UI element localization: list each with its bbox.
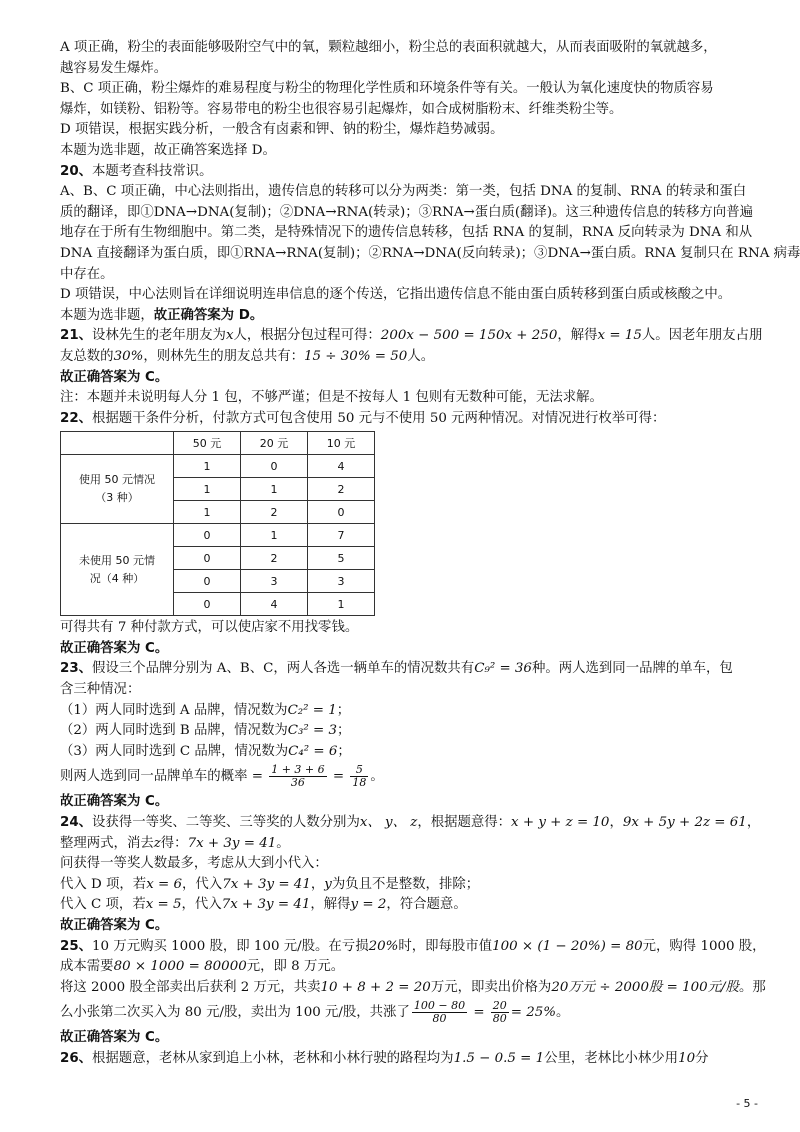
table-cell: 1 [174,455,241,478]
punct: 。 [556,1005,570,1021]
fraction [350,764,368,789]
question-24-heading [60,813,760,834]
text-line [60,998,760,1028]
text-line: 含三种情况： [60,682,141,698]
punct: ； [336,723,351,739]
math: C₂² = 1 [287,702,337,718]
math: = [469,1005,489,1021]
text-line [60,742,760,763]
document-page [60,38,800,1070]
text: 则两人选到同一品牌单车的概率 [60,769,248,785]
text: 友总数的 [60,348,114,364]
text: 代入 D 项，若 [60,876,147,892]
text-line: 质的翻译，即①DNA→DNA(复制)；②DNA→RNA(转录)；③RNA→蛋白质(翻译)。这三种遗传信息的转移方向普遍 [60,204,753,220]
text-line: 地存在于所有生物细胞中。第二类，是特殊情况下的遗传信息转移，包括 RNA 的复制，RNA 反向转录为 DNA 和从 [60,225,753,241]
question-number: 22、 [60,410,93,426]
table-cell: 0 [308,501,375,524]
question-number: 20、 [60,163,93,179]
table-header-cell: 20 元 [241,432,308,455]
text-line: 本题为选非题，故正确答案选择 D。 [60,142,276,158]
punct: 。 [370,769,384,785]
question-23-heading [60,659,760,680]
question-number: 23、 [60,661,93,677]
question-20-heading [60,162,760,183]
group-label: 况（4 种） [89,571,145,585]
math: C₄² = 6 [288,743,338,759]
text: ，根据题意得： [417,815,512,831]
math: 9x + 5y + 2z = 61 [622,815,747,831]
table-cell: 0 [174,570,241,593]
punct: ， [746,815,761,831]
text-line [60,895,760,916]
table-header-cell [61,432,174,455]
group-label: （3 种） [95,491,139,505]
question-number: 26、 [60,1050,93,1066]
text: 人，根据分包过程可得： [233,328,381,344]
math: 100 × (1 − 20%) = 80 [492,938,643,954]
denominator: 80 [492,1012,507,1026]
math: z [153,835,161,851]
text: 人。因老年朋友占朋 [641,328,763,344]
table-header-cell: 50 元 [174,432,241,455]
table-header-cell: 10 元 [308,432,375,455]
question-text: 根据题干条件分析，付款方式可包含使用 50 元与不使用 50 元两种情况。对情况进行枚举可得： [92,410,666,426]
text-line [60,347,760,368]
math: 20万元 ÷ 2000股 = 100元/股 [551,979,739,995]
table-cell: 1 [241,524,308,547]
question-22-heading [60,409,760,430]
math: 20% [368,938,399,954]
answer-line: 故正确答案为 C。 [60,794,169,810]
text: ，代入 [181,897,222,913]
denominator: 18 [352,776,367,790]
fraction [491,1000,509,1025]
math: x = 15 [597,328,642,344]
punct: 。 [276,835,290,851]
denominator: 80 [432,1012,447,1026]
table-cell: 1 [174,501,241,524]
math: x [225,328,234,344]
table-header-row [61,432,375,455]
table-row [61,455,375,478]
group-label-cell [61,455,174,524]
text-line [60,978,766,999]
math: 30% [113,348,144,364]
text-line: A 项正确，粉尘的表面能够吸附空气中的氧，颗粒越细小，粉尘总的表面积就越大，从而表面吸附的氧就越多， [60,40,717,55]
text: 元，购得 1000 股， [642,938,766,954]
numerator: 1 + 3 + 6 [271,763,325,777]
math: 7x + 3y = 41 [187,835,277,851]
math: x、 y、 z [359,815,418,831]
text: 代入 C 项，若 [60,897,146,913]
answer-line: 故正确答案为 C。 [60,918,169,933]
table-cell: 0 [174,524,241,547]
math: = [247,769,268,785]
answer-line: 故正确答案为 C。 [60,1030,169,1046]
table-cell: 0 [174,593,241,616]
question-26-heading [60,1049,760,1070]
table-row [61,524,375,547]
text: 本题为选非题， [60,307,154,323]
math: 10 [678,1050,696,1066]
text-line [60,957,760,978]
punct: ； [336,702,351,718]
text-line [60,701,760,722]
math: y [324,876,332,892]
text: 为负且不是整数，排除； [331,876,480,892]
math: = 25% [510,1005,557,1021]
text: 万元，即卖出价格为 [430,979,552,995]
math: 10 + 8 + 2 = 20 [320,979,431,995]
table-cell: 4 [308,455,375,478]
text: 元，即 8 万元。 [246,959,345,975]
answer-text: 故正确答案为 D。 [153,307,264,323]
numerator: 20 [492,999,507,1013]
page-number: - 5 - [736,1097,758,1110]
text: 假设三个品牌分别为 A、B、C，两人各选一辆单车的情况数共有 [92,661,475,677]
text: 10 万元购买 1000 股，即 100 元/股。在亏损 [92,938,369,954]
text-line: D 项错误，中心法则旨在详细说明连串信息的逐个传送，它指出遗传信息不能由蛋白质转移到蛋白质或核酸之中。 [60,287,732,303]
math: = [328,769,349,785]
table-cell: 7 [308,524,375,547]
question-number: 24、 [60,815,93,831]
answer-line: 故正确答案为 C。 [60,640,169,656]
text: （1）两人同时选到 A 品牌，情况数为 [60,702,288,718]
table-cell: 2 [308,478,375,501]
text: ，解得 [557,328,598,344]
payment-enumeration-table [60,431,375,616]
text: 成本需要 [60,959,114,975]
table-cell: 3 [241,570,308,593]
text-line: A、B、C 项正确，中心法则指出，遗传信息的转移可以分为两类：第一类，包括 DNA 的复制、RNA 的转录和蛋白 [60,184,747,200]
text: 时，即每股市值 [398,938,493,954]
text-line [60,762,760,792]
text: （2）两人同时选到 B 品牌，情况数为 [60,723,288,739]
text: 得： [160,835,188,851]
group-label-cell [61,524,174,616]
text: 公里，老林比小林少用 [544,1050,679,1066]
text: ，符合题意。 [386,897,467,913]
question-number: 21、 [60,328,93,344]
note-line: 注：本题并未说明每人分 1 包，不够严谨；但是不按每人 1 包则有无数种可能，无法求解。 [60,390,603,406]
text: 根据题意，老林从家到追上小林，老林和小林行驶的路程均为 [92,1050,454,1066]
math: 7x + 3y = 41 [222,876,311,892]
numerator: 100 − 80 [413,999,466,1013]
text-line: B、C 项正确，粉尘爆炸的难易程度与粉尘的物理化学性质和环境条件等有关。一般认为氧化速度快的物质容易 [60,81,714,97]
math: C₃² = 3 [287,723,337,739]
table-cell: 0 [174,547,241,570]
text: ，则林先生的朋友总共有： [143,348,305,364]
math: 15 ÷ 30% = 50 [304,348,408,364]
table-cell: 1 [308,593,375,616]
text: ， [310,876,325,892]
math: 7x + 3y = 41 [221,897,311,913]
group-label: 未使用 50 元情 [79,553,155,567]
text: 将这 2000 股全部卖出后获利 2 万元，共卖 [60,979,321,995]
math: 200x − 500 = 150x + 250 [380,328,558,344]
text: 整理两式，消去 [60,835,154,851]
answer-line: 故正确答案为 C。 [60,369,169,385]
text-line [60,721,760,742]
text: 人。 [407,348,435,364]
table-cell: 3 [308,570,375,593]
math: y = 2 [350,897,387,913]
math: x + y + z = 10 [511,815,610,831]
math: C₉² = 36 [474,661,532,677]
punct: ； [337,743,351,759]
text: 种。两人选到同一品牌的单车，包 [531,661,733,677]
text-line: 问获得一等奖人数最多，考虑从大到小代入： [60,856,328,872]
table-cell: 5 [308,547,375,570]
text-line: DNA 直接翻译为蛋白质，即①RNA→RNA(复制)；②RNA→DNA(反向转录)；③DNA→蛋白质。RNA 复制只在 RNA 病毒 [60,245,800,261]
table-cell: 2 [241,501,308,524]
table-cell: 4 [241,593,308,616]
denominator: 36 [290,776,305,790]
text: （3）两人同时选到 C 品牌，情况数为 [60,743,289,759]
table-cell: 1 [174,478,241,501]
question-25-heading [60,937,766,958]
fraction [269,764,326,789]
text: 。那 [738,979,766,995]
question-21-heading [60,326,763,347]
group-label: 使用 50 元情况 [79,473,155,487]
text: 设获得一等奖、二等奖、三等奖的人数分别为 [92,815,360,831]
math: 1.5 − 0.5 = 1 [453,1050,545,1066]
answer-line [60,306,760,327]
math: x = 5 [145,897,182,913]
question-number: 25、 [60,938,93,954]
text: 设林先生的老年朋友为 [92,328,226,344]
text-line: D 项错误，根据实践分析，一般含有卤素和钾、钠的粉尘，爆炸趋势减弱。 [60,122,504,138]
text-line: 可得共有 7 种付款方式，可以使店家不用找零钱。 [60,620,359,636]
text: ，解得 [310,897,351,913]
text-line: 爆炸，如镁粉、铝粉等。容易带电的粉尘也很容易引起爆炸，如合成树脂粉末、纤维类粉尘等。 [60,101,623,117]
punct: ， [609,815,623,831]
text: 么小张第二次买入为 80 元/股，卖出为 100 元/股，共涨了 [60,1005,410,1021]
math: 80 × 1000 = 80000 [113,959,247,975]
fraction [412,1000,467,1025]
question-text: 本题考查科技常识。 [92,163,213,179]
text: 分 [695,1050,709,1066]
numerator: 5 [350,764,368,777]
text-line [60,834,760,855]
text-line [60,875,760,896]
text-line: 越容易发生爆炸。 [60,60,168,76]
table-cell: 2 [241,547,308,570]
text-line: 中存在。 [60,266,114,282]
text: ，代入 [182,876,223,892]
table-cell: 0 [241,455,308,478]
math: x = 6 [146,876,183,892]
table-cell: 1 [241,478,308,501]
